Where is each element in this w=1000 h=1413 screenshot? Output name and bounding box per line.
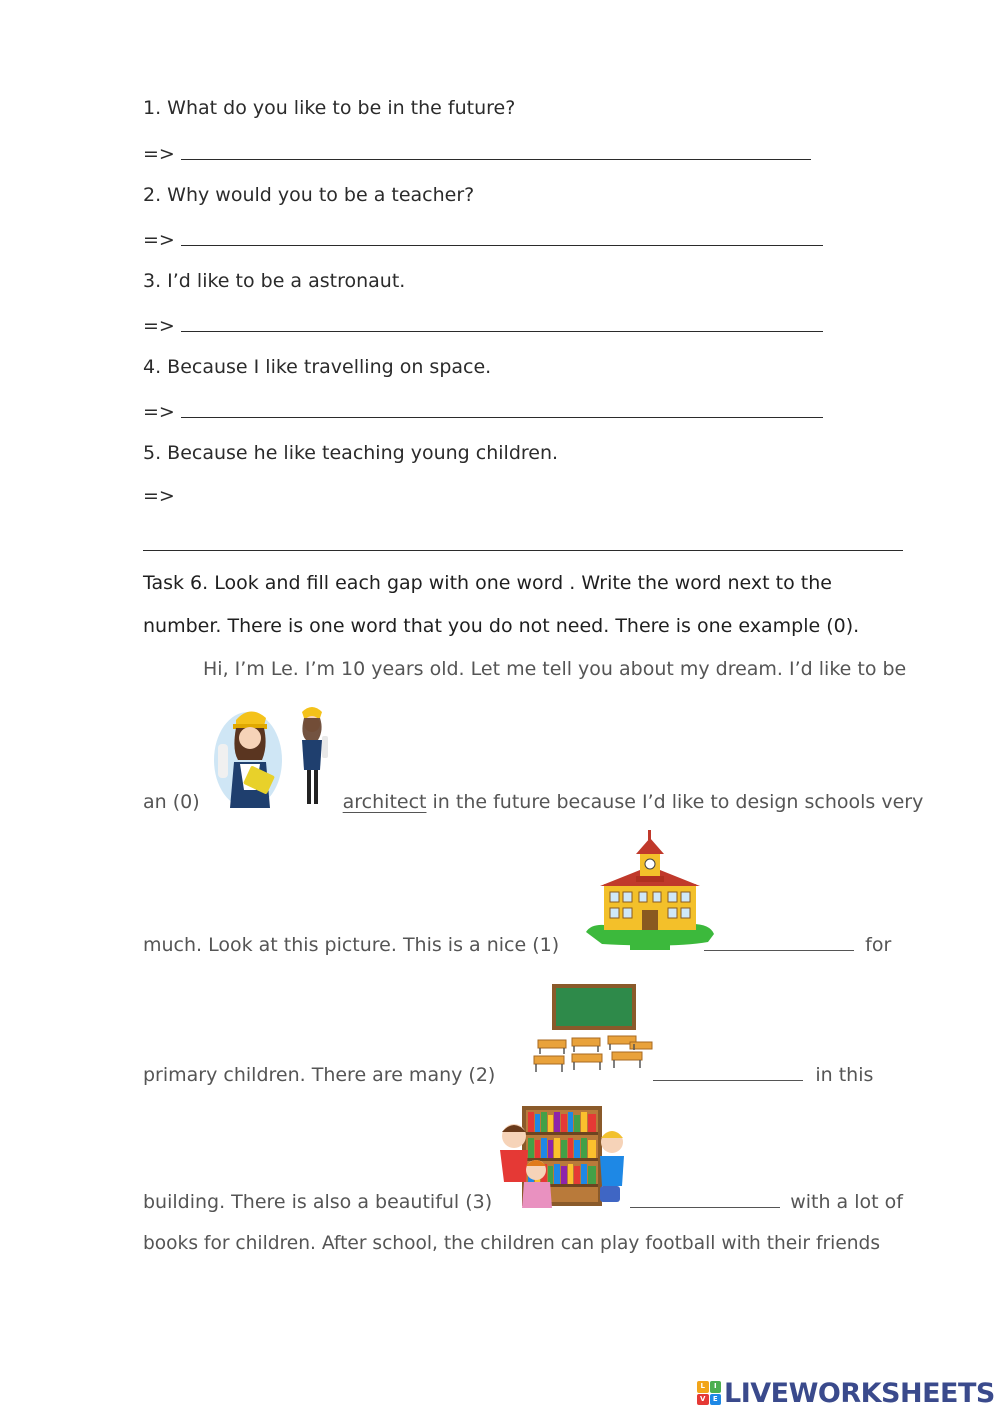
passage-line-5: building. There is also a beautiful (3) with a lot of — [143, 1191, 903, 1213]
question-1: 1. What do you like to be in the future? — [143, 97, 516, 119]
question-5: 5. Because he like teaching young children. — [143, 442, 559, 464]
answer-line-3[interactable]: => — [143, 313, 823, 337]
question-3: 3. I’d like to be a astronaut. — [143, 270, 406, 292]
passage-line-2: an (0) architect in the future because I’d like to design schools very — [143, 791, 924, 813]
blank-1[interactable] — [704, 932, 854, 951]
blank-2[interactable] — [653, 1062, 803, 1081]
answer-line-1[interactable]: => — [143, 141, 811, 165]
answer-line-5-underline[interactable] — [143, 550, 903, 551]
passage-line-4: primary children. There are many (2) in this — [143, 1064, 874, 1086]
passage-line-1: Hi, I’m Le. I’m 10 years old. Let me tell you about my dream. I’d like to be — [203, 658, 907, 680]
liveworksheets-logo — [697, 1378, 995, 1408]
passage-line-6: books for children. After school, the children can play football with their friends — [143, 1233, 881, 1254]
answer-line-4[interactable]: => — [143, 399, 823, 423]
question-4: 4. Because I like travelling on space. — [143, 356, 492, 378]
task-heading-line-1: Task 6. Look and fill each gap with one word . Write the word next to the — [143, 572, 832, 594]
answer-line-5[interactable]: => — [143, 485, 175, 507]
question-2: 2. Why would you to be a teacher? — [143, 184, 475, 206]
answer-line-2[interactable]: => — [143, 227, 823, 251]
task-heading-line-2: number. There is one word that you do not need. There is one example (0). — [143, 615, 860, 637]
example-answer-word: architect — [342, 791, 427, 813]
logo-icon: L I V E — [697, 1381, 721, 1405]
logo-text: LIVEWORKSHEETS — [724, 1377, 995, 1409]
passage-line-3: much. Look at this picture. This is a nice (1) for — [143, 934, 892, 956]
blank-3[interactable] — [630, 1189, 780, 1208]
